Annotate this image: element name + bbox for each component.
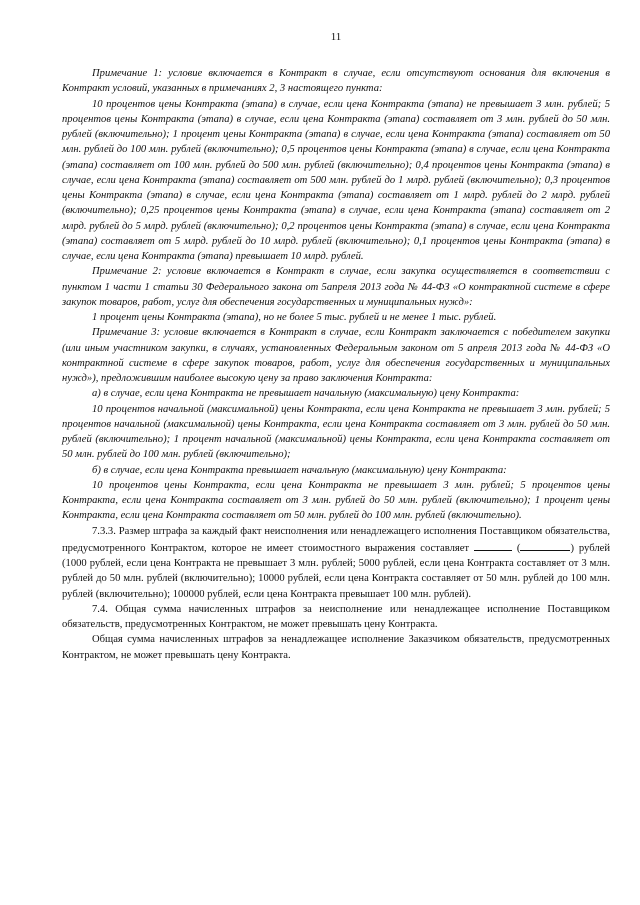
clause-7-3-3-rates: ) рублей (1000 рублей, если цена Контракта не превышает 3 млн. рублей; 5000 рублей, если цена Контракта составляет от 3 млн. рублей до 50 млн. рублей (включительно); 10000 рублей, если цена Контракта составляет от 50 млн. рублей до 100 млн. рублей (включительно); 100000 рублей, если цена Контракта превышает 100 млн. рублей). [62, 542, 610, 600]
note-3-intro: Примечание 3: условие включается в Контракт в случае, если Контракт заключается с победителем закупки (или иным участником закупки, в случаях, установленных Федеральным законом от 5 апреля 2013 года № 44-ФЗ «О контрактной системе в сфере закупок товаров, работ, услуг для обеспечения государственных и муниципальных нужд»), предложившим наиболее высокую цену за право заключения Контракта: [62, 327, 610, 384]
clause-7-3-3-text: 7.3.3. Размер штрафа за каждый факт неисполнения или ненадлежащего исполнения Поставщиком обязательства, предусмотренного Контрактом, которое не имеет стоимостного выражения составляет [62, 525, 610, 554]
note-3-case-b: б) в случае, если цена Контракта превышает начальную (максимальную) цену Контракта: [92, 464, 507, 476]
note-1-rates: 10 процентов цены Контракта (этапа) в случае, если цена Контракта (этапа) не превышает 3 млн. рублей; 5 процентов цены Контракта (этапа) в случае, если цена Контракта (этапа) составляет от 3 млн. рублей до 50 млн. рублей (включительно); 1 процент цены Контракта (этапа) в случае, если цена Контракта (этапа) составляет от 50 млн. рублей до 100 млн. рублей (включительно); 0,5 процентов цены Контракта (этапа) в случае, если цена Контракта (этапа) составляет от 100 млн. рублей до 500 млн. рублей (включительно); 0,4 процентов цены Контракта (этапа) в случае, если цена Контракта (этапа) составляет от 500 млн. рублей до 1 млрд. рублей (включительно); 0,3 процентов цены Контракта (этапа) в случае, если цена Контракта (этапа) составляет от 1 млрд. рублей до 2 млрд. рублей (включительно); 0,25 процентов цены Контракта (этапа) в случае, если цена Контракта (этапа) составляет от 2 млрд. рублей до 5 млрд. рублей (включительно); 0,2 процентов цены Контракта (этапа) в случае, если цена Контракта (этапа) составляет от 5 млрд. рублей до 10 млрд. рублей (включительно); 0,1 процентов цены Контракта (этапа) в случае, если цена Контракта (этапа) превышает 10 млрд. рублей. [62, 98, 610, 262]
clause-7-3-3 [62, 524, 610, 602]
page-number: 11 [330, 31, 342, 43]
amount-words-blank[interactable] [520, 539, 570, 551]
note-2-rate: 1 процент цены Контракта (этапа), но не более 5 тыс. рублей и не менее 1 тыс. рублей. [92, 312, 497, 323]
open-paren: ( [516, 542, 521, 554]
note-3-case-a: а) в случае, если цена Контракта не превышает начальную (максимальную) цену Контракта: [92, 388, 520, 400]
clause-7-4-customer: Общая сумма начисленных штрафов за ненадлежащее исполнение Заказчиком обязательств, предусмотренных Контрактом, не может превышать цену Контракта. [62, 634, 610, 661]
clause-7-4: 7.4. Общая сумма начисленных штрафов за неисполнение или ненадлежащее исполнение Поставщиком обязательств, предусмотренных Контрактом, не может превышать цену Контракта. [62, 603, 610, 630]
note-3-case-b-rates: 10 процентов цены Контракта, если цена Контракта не превышает 3 млн. рублей; 5 процентов цены Контракта, если цена Контракта составляет от 3 млн. рублей до 50 млн. рублей (включительно); 1 процент цены Контракта, если цена Контракта составляет от 50 млн. рублей до 100 млн. рублей (включительно). [62, 479, 610, 522]
note-1-intro: Примечание 1: условие включается в Контракт в случае, если отсутствуют основания для включения в Контракт условий, указанных в примечаниях 2, 3 настоящего пункта: [62, 68, 610, 95]
note-2-intro: Примечание 2: условие включается в Контракт в случае, если закупка осуществляется в соответствии с пунктом 1 части 1 статьи 30 Федерального закона от 5апреля 2013 года № 44-ФЗ «О контрактной системе в сфере закупок товаров, работ, услуг для обеспечения государственных и муниципальных нужд»: [62, 266, 610, 308]
amount-blank[interactable] [474, 539, 512, 551]
document-page [62, 30, 610, 663]
note-3-case-a-rates: 10 процентов начальной (максимальной) цены Контракта, если цена Контракта не превышает 3 млн. рублей; 5 процентов начальной (максимальной) цены Контракта, если цена Контракта составляет от 3 млн. рублей до 50 млн. рублей (включительно); 1 процент начальной (максимальной) цены Контракта, если цена Контракта составляет от 50 млн. рублей до 100 млн. рублей (включительно); [62, 403, 610, 461]
